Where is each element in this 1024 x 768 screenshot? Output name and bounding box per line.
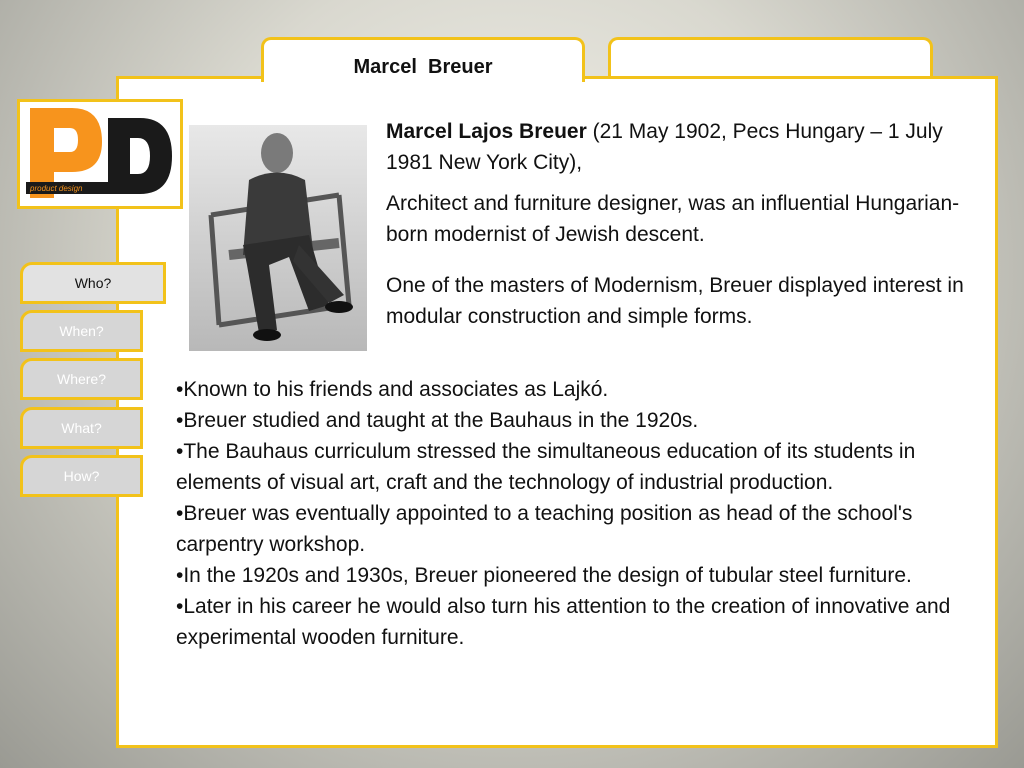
nav-who[interactable] (20, 262, 166, 304)
bullet-item: •Breuer was eventually appointed to a teaching position as head of the school's carpentry workshop. (176, 502, 913, 556)
name-line (386, 116, 966, 178)
bullet-item: •Known to his friends and associates as Lajkó. (176, 378, 609, 401)
life-dates: (21 May 1902, Pecs Hungary – 1 July 1981 New York City), (386, 120, 943, 174)
tab-label: Marcel Breuer (353, 56, 493, 78)
portrait-photo (189, 125, 367, 351)
intro-paragraph-2: One of the masters of Modernism, Breuer displayed interest in modular construction and simple forms. (386, 274, 964, 328)
nav-where[interactable] (20, 358, 143, 400)
nav-who-label: Who? (74, 275, 112, 291)
bullet-item: •Later in his career he would also turn his attention to the creation of innovative and experimental wooden furniture. (176, 595, 951, 649)
nav-where-label: Where? (56, 371, 107, 387)
tab-blank[interactable] (608, 37, 933, 77)
bullet-item: •Breuer studied and taught at the Bauhaus in the 1920s. (176, 409, 699, 432)
intro-text (386, 116, 966, 342)
bullet-list (176, 374, 976, 653)
pd-logo (17, 99, 183, 209)
tab-marcel-breuer[interactable] (261, 37, 585, 82)
intro-paragraph-1: Architect and furniture designer, was an influential Hungarian-born modernist of Jewish descent. (386, 192, 960, 246)
full-name: Marcel Lajos Breuer (386, 120, 587, 143)
nav-how[interactable] (20, 455, 143, 497)
pd-logo-graphic (20, 102, 180, 206)
nav-when-label: When? (59, 323, 104, 339)
bullet-item: •In the 1920s and 1930s, Breuer pioneered the design of tubular steel furniture. (176, 564, 912, 587)
bullet-item: •The Bauhaus curriculum stressed the simultaneous education of its students in elements of visual art, craft and the technology of industrial production. (176, 440, 916, 494)
nav-how-label: How? (63, 468, 100, 484)
nav-what-label: What? (61, 420, 102, 436)
logo-subtitle: product design (30, 184, 83, 193)
nav-what[interactable] (20, 407, 143, 449)
nav-when[interactable] (20, 310, 143, 352)
